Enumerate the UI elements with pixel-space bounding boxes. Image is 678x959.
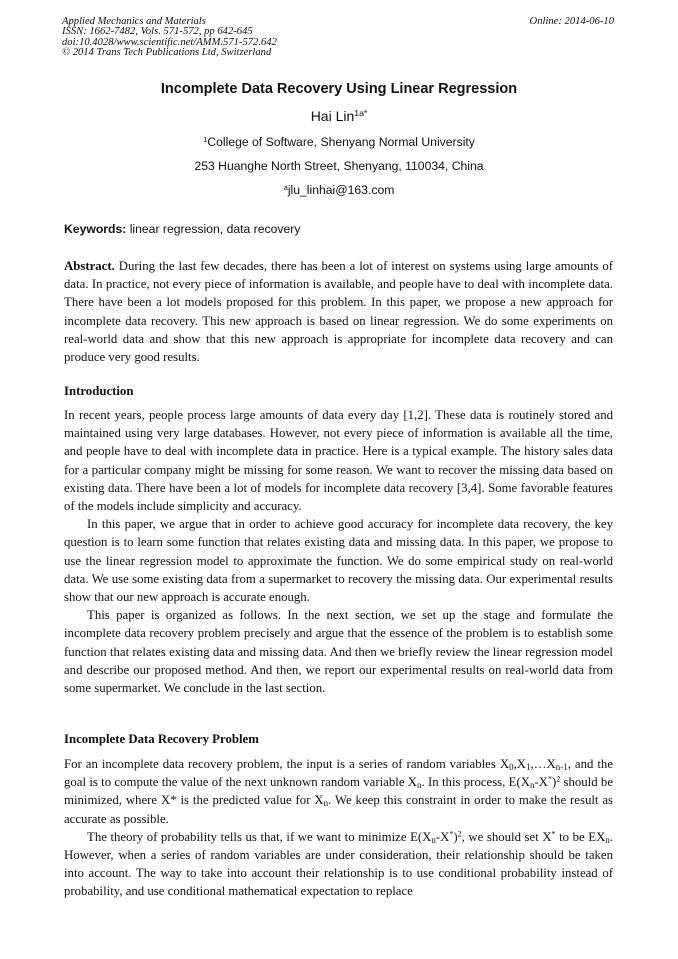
doi-line: doi:10.4028/www.scientific.net/AMM.571-572.642 [62, 36, 277, 48]
abstract-text: During the last few decades, there has been a lot of interest on systems using large amounts of data. In practice, not every piece of information is available, and people have to deal with incomplete data. There have been a lot models proposed for this problem. In this paper, we propose a new approach for incomplete data recovery. This new approach is based on linear regression. We do some experiments on real-world data and show that this new approach is appropriate for incomplete data recovery and can produce very good results. [64, 259, 614, 365]
keywords-text: linear regression, data recovery [129, 222, 301, 236]
journal-name: Applied Mechanics and Materials [62, 16, 206, 27]
introduction-heading: Introduction [64, 384, 134, 398]
email: jlu_linhai@163.com [287, 183, 395, 197]
problem-heading: Incomplete Data Recovery Problem [64, 732, 259, 746]
address-line: 253 Huanghe North Street, Shenyang, 110034, China [194, 159, 484, 173]
email-line [0, 183, 678, 197]
introduction-paragraph-3: This paper is organized as follows. In the next section, we set up the stage and formulate the incomplete data recovery problem precisely and argue that the essence of the problem is to establish some function that relates existing data and missing data. And then we briefly review the linear regression model and describe our proposed method. And then, we report our experimental results on real-world data from some supermarket. We conclude in the last section. [64, 608, 613, 696]
issn-line: ISSN: 1662-7482, Vols. 571-572, pp 642-645 [62, 26, 253, 38]
copyright-line: © 2014 Trans Tech Publications Ltd, Switzerland [62, 46, 272, 58]
problem-paragraph-2: The theory of probability tells us that, if we want to minimize $E(X_n-X^*)^2$, we should set X* to be $EX_n$. However, when a series of random variables are under consideration, their relationship should be taken into account. The way to take into account their relationship is to use conditional probability instead of probability, and use conditional mathematical expectation to replace [64, 829, 613, 899]
affiliation: College of Software, Shenyang Normal University [207, 135, 475, 149]
keywords-label: Keywords: [64, 222, 127, 236]
paper-title: Incomplete Data Recovery Using Linear Regression [160, 81, 518, 97]
keywords-line [64, 222, 300, 236]
abstract [64, 257, 613, 366]
affiliation-line [0, 135, 678, 149]
online-date: Online: 2014-06-10 [529, 16, 614, 27]
affiliation-superscript: 1 [203, 134, 208, 144]
author-line [0, 108, 678, 124]
problem-paragraph-1: For an incomplete data recovery problem, the input is a series of random variables $X_0,X_1,\dots X_{n-1}$, and the goal is to compute the value of the next unknown random variable $X_n$. In this process, $E(X_n-X^*)^2$ should be minimized, where X* is the predicted value for $X_n$. We keep this constraint in order to make the result as accurate as possible. [64, 757, 613, 826]
abstract-label: Abstract. [64, 259, 115, 273]
introduction-paragraph-2: In this paper, we argue that in order to achieve good accuracy for incomplete data recovery, the key question is to learn some function that relates existing data and missing data. In this paper, we propose to use the linear regression model to approximate the function. We do some empirical study on real-world data. We use some existing data from a supermarket to recovery the missing data. Our experimental results show that our new approach is accurate enough. [64, 517, 613, 605]
introduction-body [64, 406, 613, 697]
journal-metadata [62, 17, 277, 58]
author-superscript: 1a* [354, 108, 368, 119]
email-superscript: a [283, 182, 288, 192]
problem-body [64, 755, 613, 901]
author-name: Hai Lin [310, 108, 355, 124]
introduction-paragraph-1: In recent years, people process large amounts of data every day [1,2]. These data is routinely stored and maintained using very large databases. However, not every piece of information is available all the time, and people have to deal with incomplete data in practice. Here is a typical example. The history sales data for a particular company might be missing for some reason. We want to recover the missing data based on existing data. There have been a lot of models for incomplete data recovery [3,4]. Some favorable features of the models include simplicity and accuracy. [64, 408, 613, 514]
